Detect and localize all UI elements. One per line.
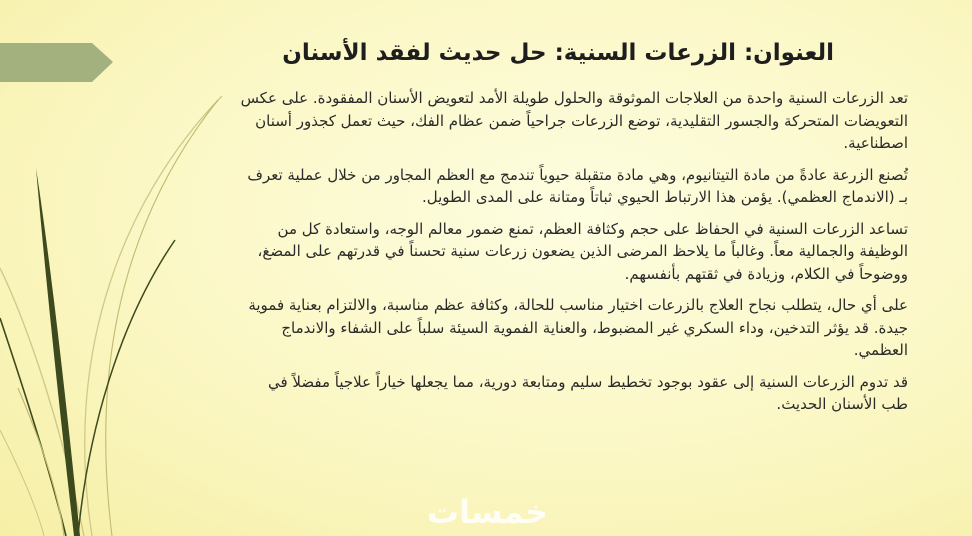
paragraph-2: تُصنع الزرعة عادةً من مادة التيتانيوم، وهي مادة متقبلة حيوياً تندمج مع العظم المجاور من خلال عملية تعرف بـ (الاندماج العظمي). يؤمن هذا الارتباط الحيوي ثباتاً ومتانة على المدى الطويل. [247, 165, 908, 206]
watermark-logo: خمسات [426, 493, 549, 531]
swoosh-line-5 [78, 240, 175, 536]
paragraph-5: قد تدوم الزرعات السنية إلى عقود بوجود تخطيط سليم ومتابعة دورية، مما يجعلها خياراً علاجياً مفضلاً في طب الأسنان الحديث. [267, 372, 908, 413]
swoosh-blade [36, 168, 80, 536]
decorative-swoosh-lines [0, 96, 222, 536]
slide-body [240, 87, 908, 425]
paragraph-3: تساعد الزرعات السنية في الحفاظ على حجم وكثافة العظم، تمنع ضمور معالم الوجه، واستعادة كل من الوظيفة والجمالية معاً. وغالباً ما يلاحظ المرضى الذين يضعون زرعات سنية تحسناً في قدرتهم على المضغ، ووضوحاً في الكلام، وزيادة في ثقتهم بأنفسهم. [257, 219, 908, 283]
title-banner-arrow [0, 43, 113, 82]
swoosh-line-1 [85, 96, 222, 536]
paragraph-1: تعد الزرعات السنية واحدة من العلاجات الموثوقة والحلول طويلة الأمد لتعويض الأسنان المفقودة. على عكس التعويضات المتحركة والجسور التقليدية، توضع الزرعات جراحياً ضمن عظام الفك، حيث تعمل كجذور أسنان اصطناعية. [240, 89, 908, 152]
slide-title: العنوان: الزرعات السنية: حل حديث لفقد الأسنان [282, 40, 834, 66]
paragraph-4: على أي حال، يتطلب نجاح العلاج بالزرعات اختيار مناسب للحالة، وكثافة عظم مناسبة، والالتزام بعناية فموية جيدة. قد يؤثر التدخين، وداء السكري غير المضبوط، والعناية الفموية السيئة سلباً على الشفاء والاندماج العظمي. [248, 296, 908, 359]
swoosh-line-6 [18, 388, 64, 536]
swoosh-line-7 [0, 430, 44, 536]
swoosh-line-2 [106, 100, 218, 536]
